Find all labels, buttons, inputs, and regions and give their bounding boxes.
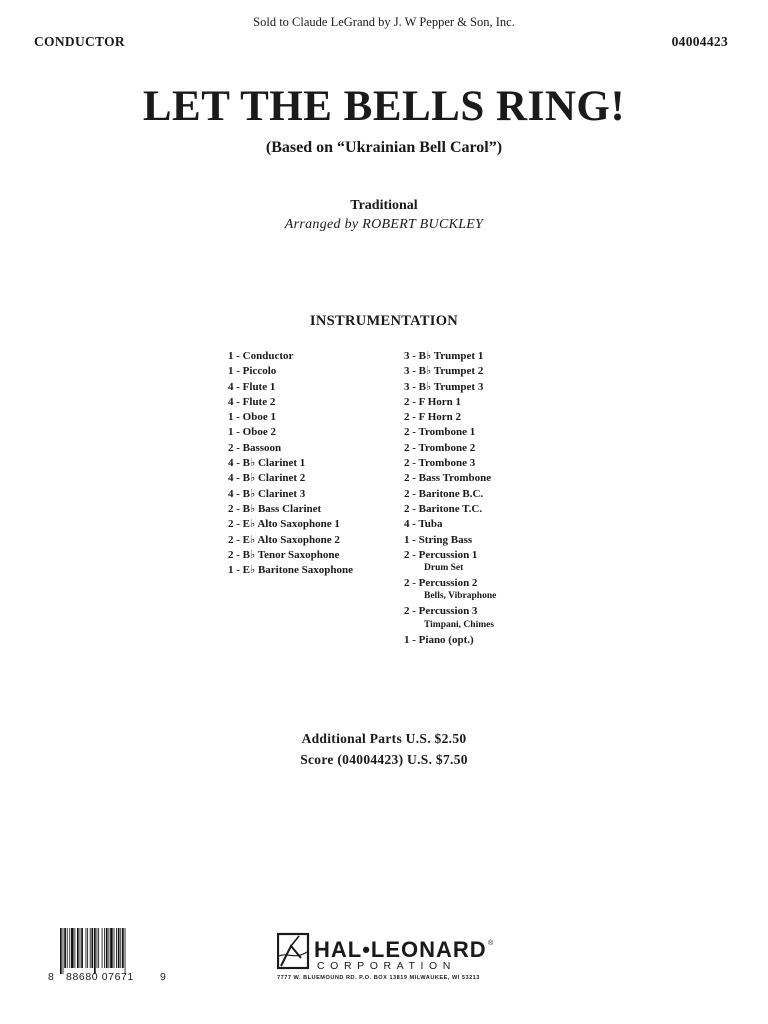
publisher-corporation: CORPORATION [317,960,456,972]
list-item-note: Timpani, Chimes [424,619,495,630]
list-item: 1 - Piano (opt.) [404,633,474,646]
publisher-name: HAL•LEONARD [314,937,487,962]
list-item: 3 - B♭ Trumpet 3 [404,380,484,393]
list-item: 2 - Percussion 3 [404,605,478,618]
list-item: 3 - B♭ Trumpet 1 [404,350,484,362]
list-item: 1 - Oboe 2 [228,426,276,439]
catalog-number: 04004423 [671,34,728,49]
instrument-list-right [404,349,496,648]
barcode-digit-left: 8 [48,971,54,983]
list-item: 2 - Baritone B.C. [404,487,484,500]
list-item: 3 - B♭ Trumpet 2 [404,365,484,378]
list-item: 4 - B♭ Clarinet 1 [228,457,306,470]
list-item: 2 - E♭ Alto Saxophone 2 [228,533,340,546]
list-item: 2 - E♭ Alto Saxophone 1 [228,518,340,531]
list-item: 4 - B♭ Clarinet 3 [228,487,306,500]
list-item: 4 - Tuba [404,518,443,531]
list-item: 1 - Conductor [228,350,294,362]
instrument-list-left [228,349,353,578]
list-item: 2 - F Horn 1 [404,395,462,408]
list-item: 2 - B♭ Tenor Saxophone [228,548,340,561]
list-item-note: Bells, Vibraphone [424,591,497,602]
barcode-bars [60,928,156,974]
registered-mark: ® [488,940,494,947]
list-item: 1 - String Bass [404,533,473,546]
list-item: 2 - Percussion 1 [404,548,478,561]
list-item: 1 - Oboe 1 [228,411,276,424]
instrumentation-heading: INSTRUMENTATION [309,313,459,329]
list-item: 2 - Trombone 2 [404,441,476,454]
list-item: 1 - E♭ Baritone Saxophone [228,564,353,577]
list-item: 2 - Baritone T.C. [404,502,483,515]
barcode [48,928,166,986]
barcode-digits: 88680 07671 [66,971,134,983]
list-item: 2 - Trombone 3 [404,457,476,470]
list-item: 2 - B♭ Bass Clarinet [228,502,322,515]
list-item: 2 - Bassoon [228,441,282,454]
list-item: 2 - F Horn 2 [404,411,462,424]
page-subtitle: (Based on “Ukrainian Bell Carol”) [265,139,503,156]
arranger-credit: Arranged by ROBERT BUCKLEY [284,217,484,232]
hal-leonard-emblem-icon [277,932,311,972]
part-label: CONDUCTOR [34,34,125,49]
list-item: 1 - Piccolo [228,365,277,378]
additional-parts-price: Additional Parts U.S. $2.50 [301,731,467,746]
list-item: 4 - Flute 2 [228,395,276,408]
list-item: 2 - Bass Trombone [404,472,492,485]
list-item: 4 - B♭ Clarinet 2 [228,472,306,485]
page-title: LET THE BELLS RING! [142,83,626,130]
barcode-digit-right: 9 [160,971,166,983]
list-item: 2 - Trombone 1 [404,426,476,439]
sold-to-notice: Sold to Claude LeGrand by J. W Pepper & Son, Inc. [253,15,515,29]
list-item: 4 - Flute 1 [228,380,276,393]
score-price: Score (04004423) U.S. $7.50 [300,752,468,767]
publisher-address: 7777 W. BLUEMOUND RD. P.O. BOX 13819 MILWAUKEE, WI 53213 [277,975,480,981]
composer-credit: Traditional [350,198,418,213]
hal-leonard-logo [277,932,497,988]
list-item: 2 - Percussion 2 [404,577,478,590]
list-item-note: Drum Set [424,563,464,574]
